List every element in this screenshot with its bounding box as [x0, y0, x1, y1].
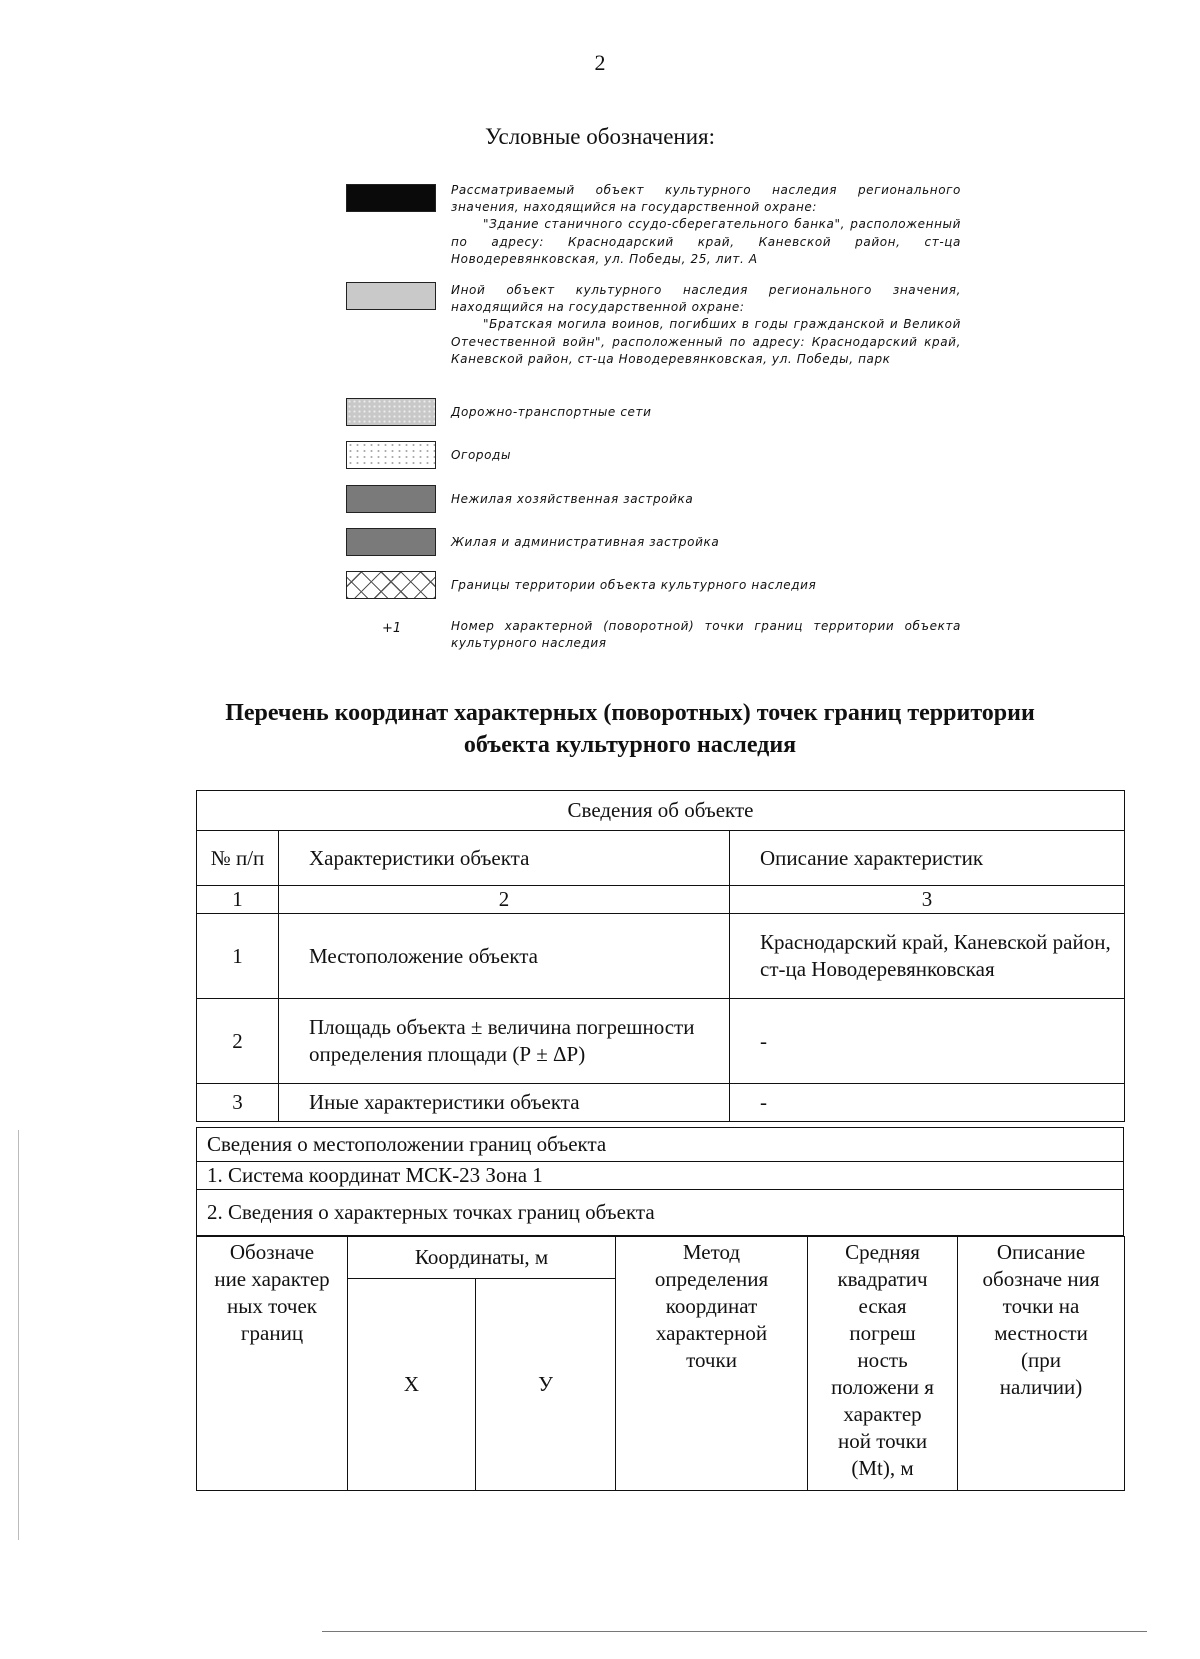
point-marker-symbol: +1 [382, 621, 402, 636]
column-header-point: Обозначе ние характер ных точек границ [197, 1237, 348, 1491]
legend-item-text: Дорожно-транспортные сети [451, 405, 652, 419]
light-gray-swatch [346, 282, 436, 310]
column-header-location-description: Описание обозначе ния точки на местности (при наличии) [958, 1237, 1125, 1491]
table-row [197, 999, 1125, 1084]
column-header-coordinates: Координаты, м [348, 1237, 616, 1279]
points-section-heading: 2. Сведения о характерных точках границ объекта [197, 1190, 1124, 1236]
table-row [197, 1084, 1125, 1122]
legend-item-text: Номер характерной (поворотной) точки границ территории объекта культурного наследия [451, 619, 961, 651]
table-caption: Сведения об объекте [197, 791, 1125, 831]
legend-item-text: Жилая и административная застройка [451, 535, 720, 549]
row-description: - [730, 1084, 1125, 1122]
dark-gray-swatch [346, 485, 436, 513]
row-number: 3 [197, 1084, 279, 1122]
page-title [150, 697, 1110, 761]
column-number-cell: 3 [730, 886, 1125, 914]
row-description: Краснодарский край, Каневской район, ст-ца Новодеревянковская [730, 914, 1125, 999]
legend-item-quote: "Здание станичного ссудо-сберегательного банка", расположенный по адресу: Краснодарский край, Каневской район, ст-ца Новодеревянковская, ул. Победы, 25, лит. А [451, 217, 961, 266]
coordinate-system: 1. Система координат МСК-23 Зона 1 [197, 1162, 1124, 1190]
column-header-error: Средняя квадратич еская погреш ность положени я характер ной точки (Mt), м [808, 1237, 958, 1491]
legend-item-text: Иной объект культурного наследия регионального значения, находящийся на государственной охране: [451, 283, 961, 315]
legend-item-text: Рассматриваемый объект культурного наследия регионального значения, находящийся на государственной охране: [451, 183, 961, 215]
road-swatch [346, 398, 436, 426]
row-characteristic: Местоположение объекта [279, 914, 730, 999]
column-header-y: У [476, 1279, 616, 1491]
legend-item-text: Нежилая хозяйственная застройка [451, 492, 694, 506]
row-characteristic: Иные характеристики объекта [279, 1084, 730, 1122]
column-header-x: Х [348, 1279, 476, 1491]
table-row [197, 914, 1125, 999]
legend-item-text: Границы территории объекта культурного наследия [451, 578, 817, 592]
column-header-method: Метод определения координат характерной точки [616, 1237, 808, 1491]
page-title-line-1: Перечень координат характерных (поворотных) точек границ территории [225, 700, 1035, 726]
row-number: 1 [197, 914, 279, 999]
legend-item-quote: "Братская могила воинов, погибших в годы гражданской и Великой Отечественной войн", расположенный по адресу: Краснодарский край, Каневской район, ст-ца Новодеревянковская, ул. Победы, парк [451, 317, 961, 366]
column-header-description: Описание характеристик [730, 831, 1125, 886]
legend-title: Условные обозначения: [484, 124, 716, 149]
column-number-cell: 1 [197, 886, 279, 914]
page-title-line-2: объекта культурного наследия [463, 732, 797, 758]
bottom-divider [322, 1631, 1147, 1632]
boundary-section-heading: Сведения о местоположении границ объекта [197, 1128, 1124, 1162]
crosshatch-swatch [346, 571, 436, 599]
boundary-info-table [196, 1127, 1124, 1236]
row-characteristic: Площадь объекта ± величина погрешности определения площади (Р ± ΔР) [279, 999, 730, 1084]
row-description: - [730, 999, 1125, 1084]
page-number: 2 [594, 50, 606, 75]
dark-gray-swatch [346, 528, 436, 556]
dotted-swatch [346, 441, 436, 469]
coordinates-table [196, 1236, 1125, 1491]
row-number: 2 [197, 999, 279, 1084]
object-info-table [196, 790, 1125, 1122]
column-number-cell: 2 [279, 886, 730, 914]
scan-edge-mark [18, 1130, 19, 1540]
legend-item-text: Огороды [451, 448, 512, 462]
column-header-characteristics: Характеристики объекта [279, 831, 730, 886]
black-fill-swatch [346, 184, 436, 212]
column-header-number: № п/п [197, 831, 279, 886]
